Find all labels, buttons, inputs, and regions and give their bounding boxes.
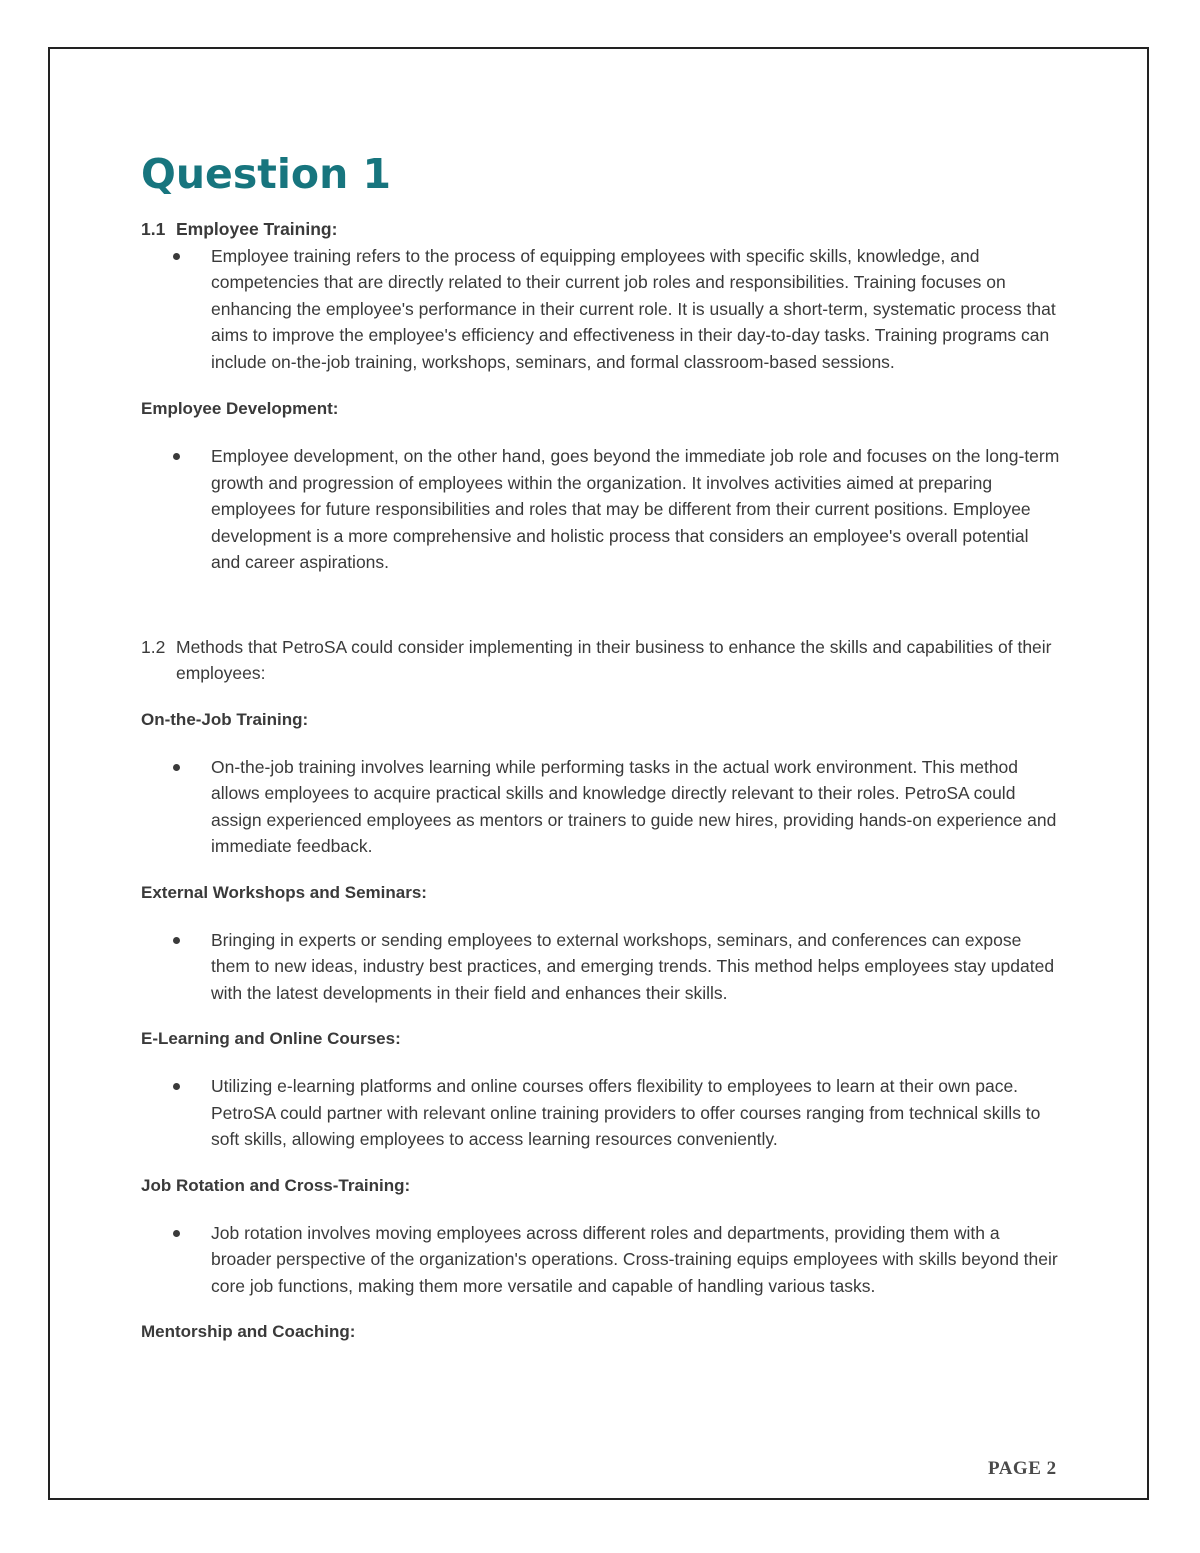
bullet-icon bbox=[173, 253, 180, 260]
section-number: 1.2 bbox=[141, 636, 166, 657]
section-number: 1.1 bbox=[141, 219, 166, 239]
bullet-icon bbox=[173, 937, 180, 944]
subheading-e-learning: E-Learning and Online Courses: bbox=[141, 1029, 401, 1048]
list-item bbox=[141, 927, 1061, 1007]
list-item-text: Bringing in experts or sending employees to external workshops, seminars, and conferences can expose them to new ideas, industry best practices, and emerging trends. This method helps employees stay updated with the latest developments in their field and enhances their skills. bbox=[211, 929, 1055, 1003]
list-item-text: Employee training refers to the process of equipping employees with specific skills, knowledge, and competencies that are directly related to their current job roles and responsibilities. Training focuses on enhancing the employee's performance in their current role. It is usually a short-term, systematic process that aims to improve the employee's efficiency and effectiveness in their day-to-day tasks. Training programs can include on-the-job training, workshops, seminars, and formal classroom-based sessions. bbox=[211, 245, 1056, 372]
document-body bbox=[141, 148, 1061, 1345]
list-item-text: Employee development, on the other hand, goes beyond the immediate job role and focuses on the long-term growth and progression of employees within the organization. It involves activities aimed at preparing employees for future responsibilities and roles that may be different from their current positions. Employee development is a more comprehensive and holistic process that considers an employee's overall potential and career aspirations. bbox=[211, 446, 1060, 572]
method-bullet-list bbox=[141, 1220, 1061, 1300]
section-1-2-heading bbox=[141, 634, 1061, 687]
bullet-icon bbox=[173, 453, 180, 460]
list-item bbox=[141, 443, 1061, 576]
list-item bbox=[141, 1220, 1061, 1300]
document-title: Question 1 bbox=[141, 150, 392, 198]
bullet-icon bbox=[173, 1083, 180, 1090]
bullet-icon bbox=[173, 764, 180, 771]
method-bullet-list bbox=[141, 1073, 1061, 1153]
list-item bbox=[141, 1073, 1061, 1153]
list-item bbox=[141, 754, 1061, 860]
page-number: PAGE 2 bbox=[988, 1458, 1057, 1479]
list-item bbox=[141, 243, 1061, 376]
list-item-text: On-the-job training involves learning while performing tasks in the actual work environment. This method allows employees to acquire practical skills and knowledge directly relevant to their roles. PetroSA could assign experienced employees as mentors or trainers to guide new hires, providing hands-on experience and immediate feedback. bbox=[211, 756, 1057, 856]
section-heading-text: Methods that PetroSA could consider implementing in their business to enhance the skills and capabilities of their employees: bbox=[176, 636, 1052, 683]
subheading-job-rotation: Job Rotation and Cross-Training: bbox=[141, 1175, 411, 1195]
list-item-text: Utilizing e-learning platforms and online courses offers flexibility to employees to learn at their own pace. PetroSA could partner with relevant online training providers to offer courses ranging from technical skills to soft skills, allowing employees to access learning resources conveniently. bbox=[211, 1076, 1041, 1149]
development-bullet-list bbox=[141, 443, 1061, 576]
bullet-icon bbox=[173, 1230, 180, 1237]
subheading-on-the-job-training: On-the-Job Training: bbox=[141, 709, 309, 729]
subheading-mentorship: Mentorship and Coaching: bbox=[141, 1322, 356, 1341]
section-heading-text: Employee Training: bbox=[176, 219, 338, 239]
section-1-1-heading bbox=[141, 216, 1061, 243]
method-bullet-list bbox=[141, 754, 1061, 860]
method-bullet-list bbox=[141, 927, 1061, 1007]
subheading-employee-development: Employee Development: bbox=[141, 399, 339, 418]
list-item-text: Job rotation involves moving employees across different roles and departments, providing them with a broader perspective of the organization's operations. Cross-training equips employees with skills beyond their core job functions, making them more versatile and capable of handling various tasks. bbox=[211, 1222, 1058, 1296]
subheading-external-workshops: External Workshops and Seminars: bbox=[141, 882, 427, 902]
training-bullet-list bbox=[141, 243, 1061, 376]
